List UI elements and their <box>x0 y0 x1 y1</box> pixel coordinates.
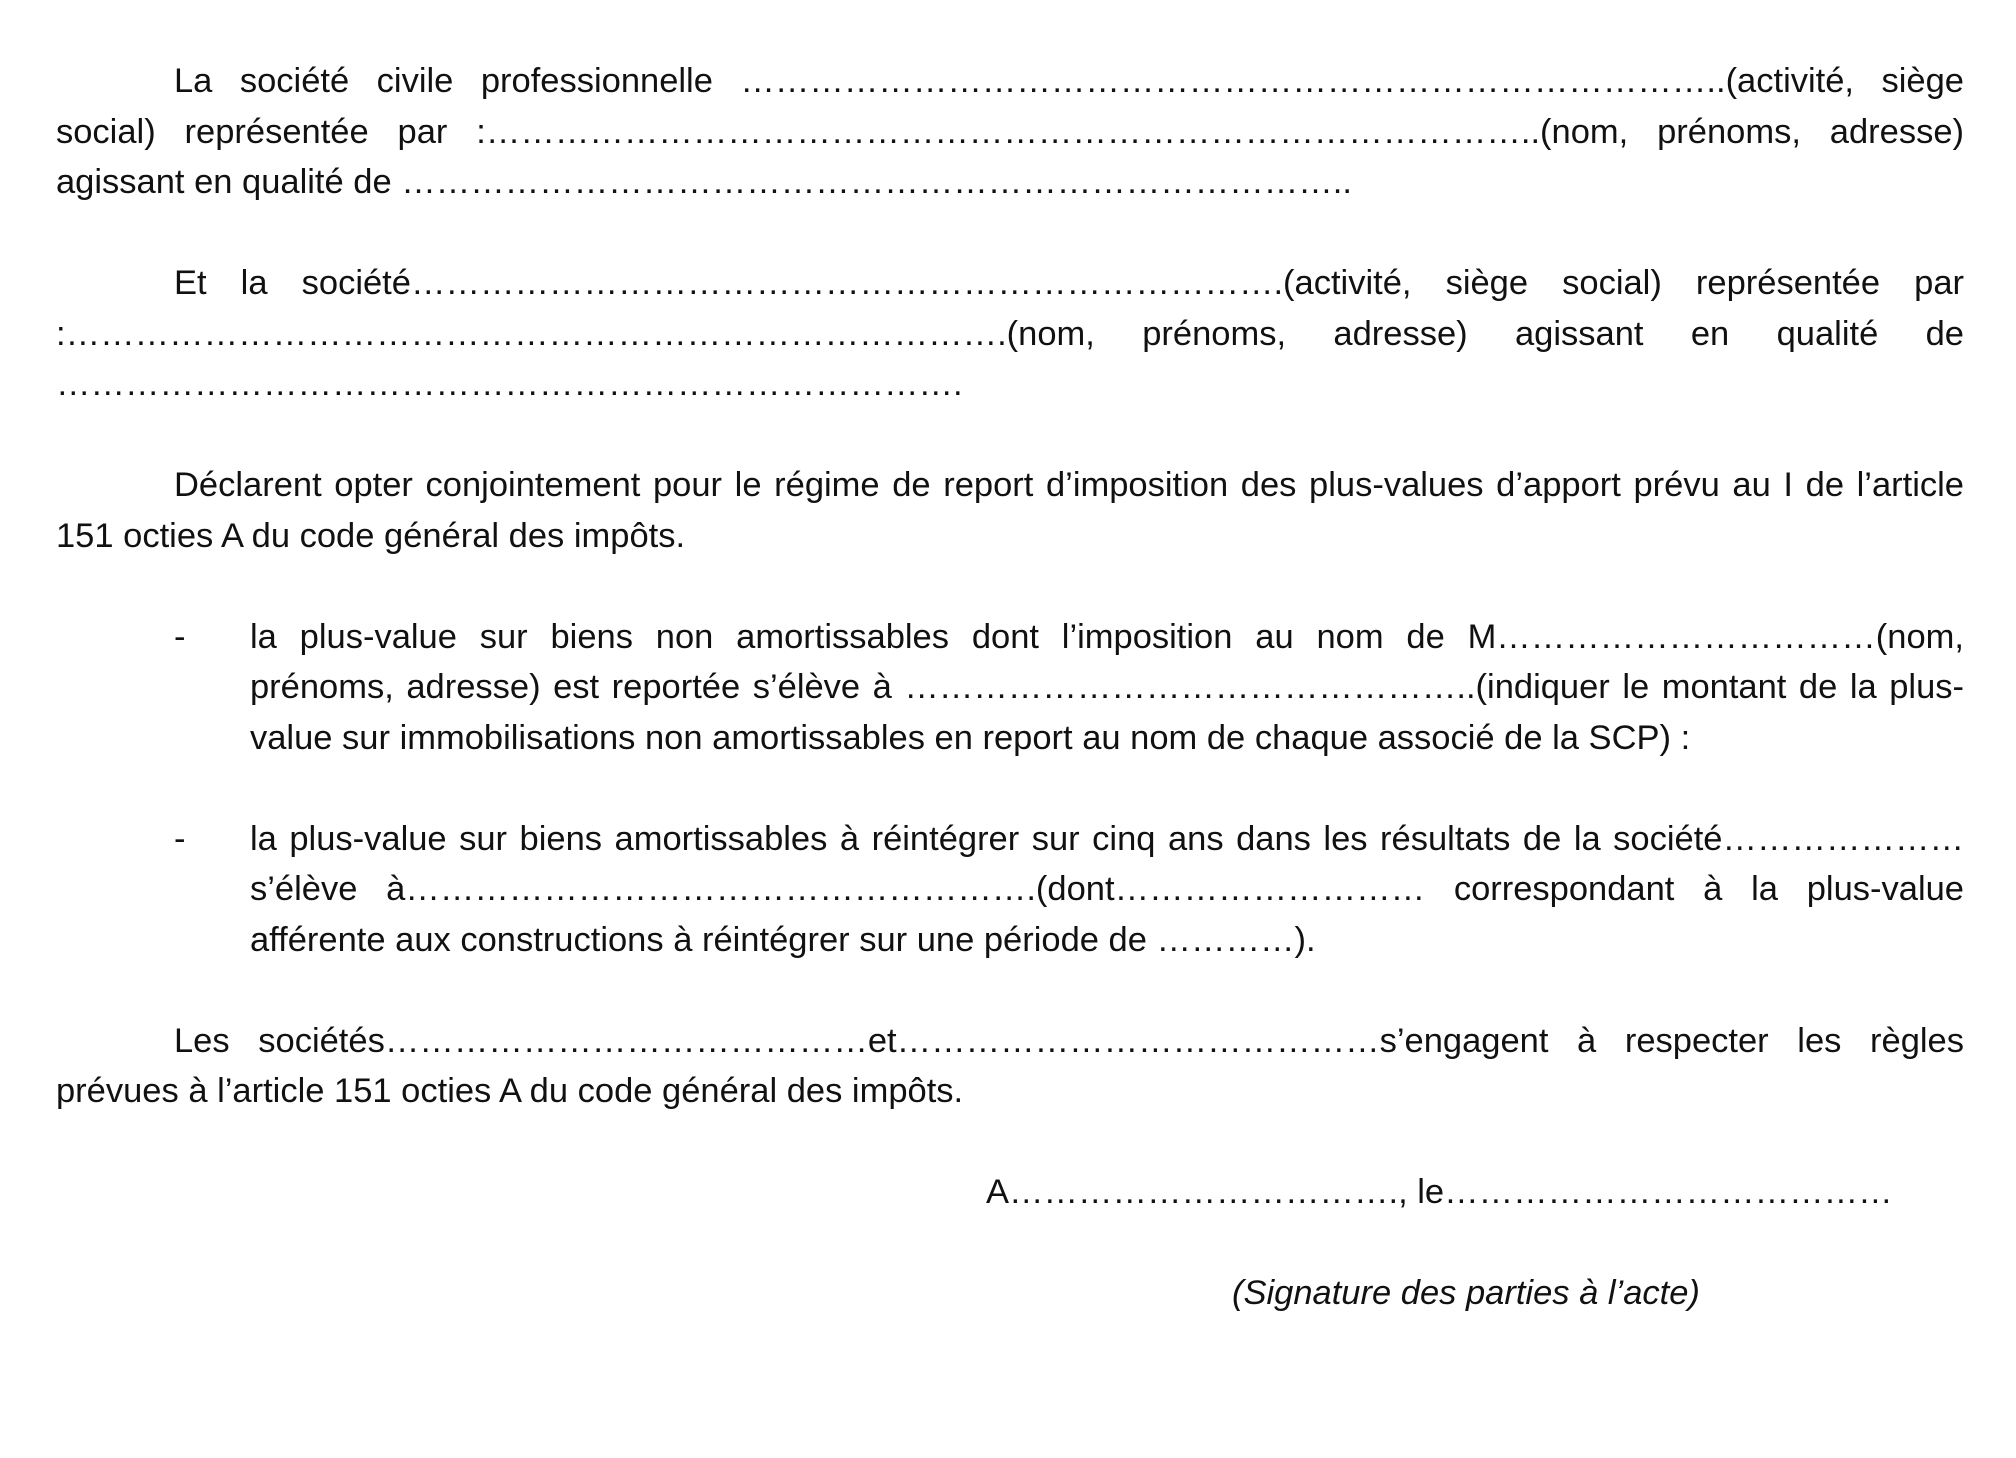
paragraph-scp: La société civile professionnelle …………………………………………………………………………..(activité, siège social) représentée par :………………………………………………………………………………..(nom, prénoms, adresse) agissant en qualité de ……………………………………………………………………….. <box>56 62 1964 201</box>
paragraph-engagement: Les sociétés……………………………………et……………………………………s’engagent à respecter les règles prévues à l’article 151 octies A du code général des impôts. <box>56 1021 1964 1110</box>
signature-line: (Signature des parties à l’acte) <box>1232 1274 1700 1312</box>
bullet-dash: - <box>174 617 186 656</box>
place-date-line: A……………………………., le………………………………… <box>986 1173 1893 1211</box>
document-page <box>56 56 1964 1319</box>
bullet-text: la plus-value sur biens amortissables à réintégrer sur cinq ans dans les résultats de la société…………………s’élève à……………………………………………….(dont……………………… correspondant à la plus-value afférente aux constructions à réintégrer sur une période de …………). <box>250 819 1964 959</box>
bullet-item-amortissables <box>56 814 1964 966</box>
bullet-item-non-amortissables <box>56 612 1964 764</box>
paragraph-societe: Et la société………………………………………………………………….(activité, siège social) représentée par :……………………………………………………………………….(nom, prénoms, adresse) agissant en qualité de ……………………………………………………………………. <box>56 264 1964 403</box>
paragraph-declaration: Déclarent opter conjointement pour le régime de report d’imposition des plus-values d’apport prévu au I de l’article 151 octies A du code général des impôts. <box>56 466 1964 555</box>
bullet-dash: - <box>174 819 186 858</box>
bullet-text: la plus-value sur biens non amortissables dont l’imposition au nom de M……………………………(nom, prénoms, adresse) est reportée s’élève à …………………………………………..(indiquer le montant de la plus-value sur immobilisations non amortissables en report au nom de chaque associé de la SCP) : <box>250 617 1964 757</box>
